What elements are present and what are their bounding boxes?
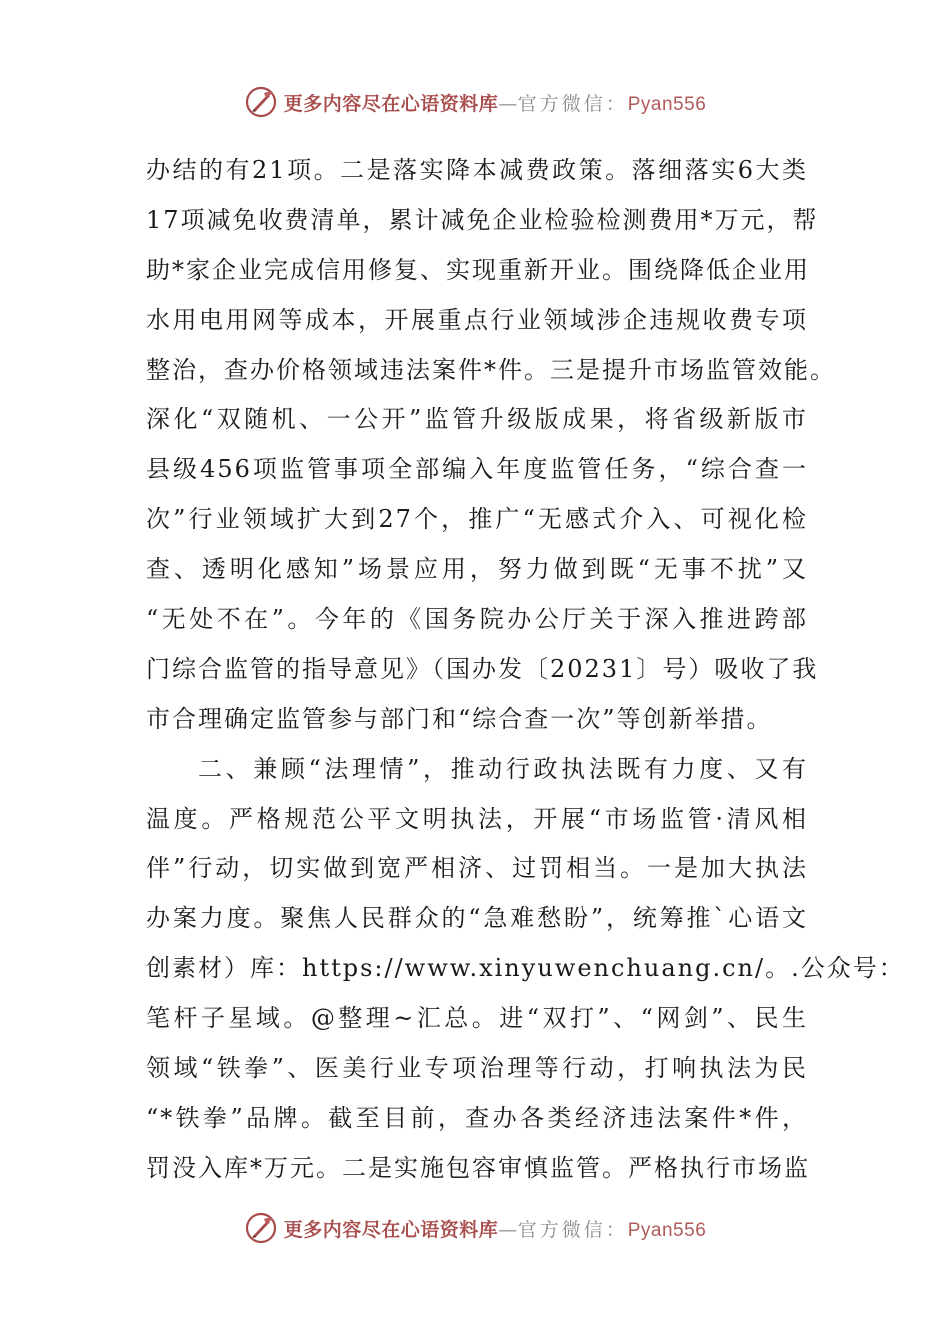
body-line: 罚没入库*万元。二是实施包容审慎监管。严格执行市场监	[146, 1153, 810, 1182]
body-line: 温度。严格规范公平文明执法，开展“市场监管·清风相	[146, 804, 808, 833]
header-separator: —	[498, 92, 518, 115]
body-line: 县级456项监管事项全部编入年度监管任务，“综合查一	[146, 455, 808, 484]
quill-logo-icon	[244, 1211, 278, 1245]
footer-main-text: 更多内容尽在心语资料库	[283, 1218, 499, 1241]
body-line: 伴”行动，切实做到宽严相济、过罚相当。一是加大执法	[146, 854, 808, 883]
section-heading-line: 二、兼顾“法理情”，推动行政执法既有力度、又有	[198, 754, 808, 783]
header-banner	[0, 82, 950, 122]
footer-official-label: 官方微信：	[517, 1218, 628, 1241]
body-line: “*铁拳”品牌。截至目前，查办各类经济违法案件*件，	[146, 1103, 808, 1132]
body-line: 办案力度。聚焦人民群众的“急难愁盼”，统筹推`心语文	[146, 904, 808, 933]
footer-separator: —	[498, 1218, 518, 1241]
body-line: 助*家企业完成信用修复、实现重新开业。围绕降低企业用	[146, 255, 810, 284]
header-main-text: 更多内容尽在心语资料库	[283, 92, 499, 115]
body-line: 笔杆子星域。@整理~汇总。进“双打”、“网剑”、民生	[146, 1004, 808, 1033]
body-line: 深化“双随机、一公开”监管升级版成果，将省级新版市	[146, 405, 808, 434]
header-official-label: 官方微信：	[517, 92, 628, 115]
header-wechat-id: Pyan556	[627, 93, 707, 115]
body-line: 整治，查办价格领域违法案件*件。三是提升市场监管效能。	[146, 355, 836, 384]
header-banner-text	[284, 89, 707, 116]
body-line: 办结的有21项。二是落实降本减费政策。落细落实6大类	[146, 156, 808, 184]
body-line-with-url: 创素材）库：https://www.xinyuwenchuang.cn/。.公众号：	[146, 954, 905, 983]
footer-banner-text	[284, 1215, 707, 1242]
body-line: 17项减免收费清单，累计减免企业检验检测费用*万元，帮	[146, 205, 819, 234]
footer-banner	[0, 1208, 950, 1248]
quill-logo-icon	[244, 85, 278, 119]
footer-wechat-id: Pyan556	[627, 1219, 707, 1241]
body-line: 市合理确定监管参与部门和“综合查一次”等创新举措。	[146, 704, 773, 733]
document-body	[146, 146, 905, 1194]
body-line: 查、透明化感知”场景应用，努力做到既“无事不扰”又	[146, 555, 808, 584]
body-line: 门综合监管的指导意见》（国办发〔20231〕号）吸收了我	[146, 654, 819, 683]
body-line: 次”行业领域扩大到27个，推广“无感式介入、可视化检	[146, 505, 808, 534]
body-line: 领域“铁拳”、医美行业专项治理等行动，打响执法为民	[146, 1054, 808, 1083]
body-line: 水用电用网等成本，开展重点行业领域涉企违规收费专项	[146, 305, 808, 334]
body-line: “无处不在”。今年的《国务院办公厅关于深入推进跨部	[146, 605, 808, 634]
